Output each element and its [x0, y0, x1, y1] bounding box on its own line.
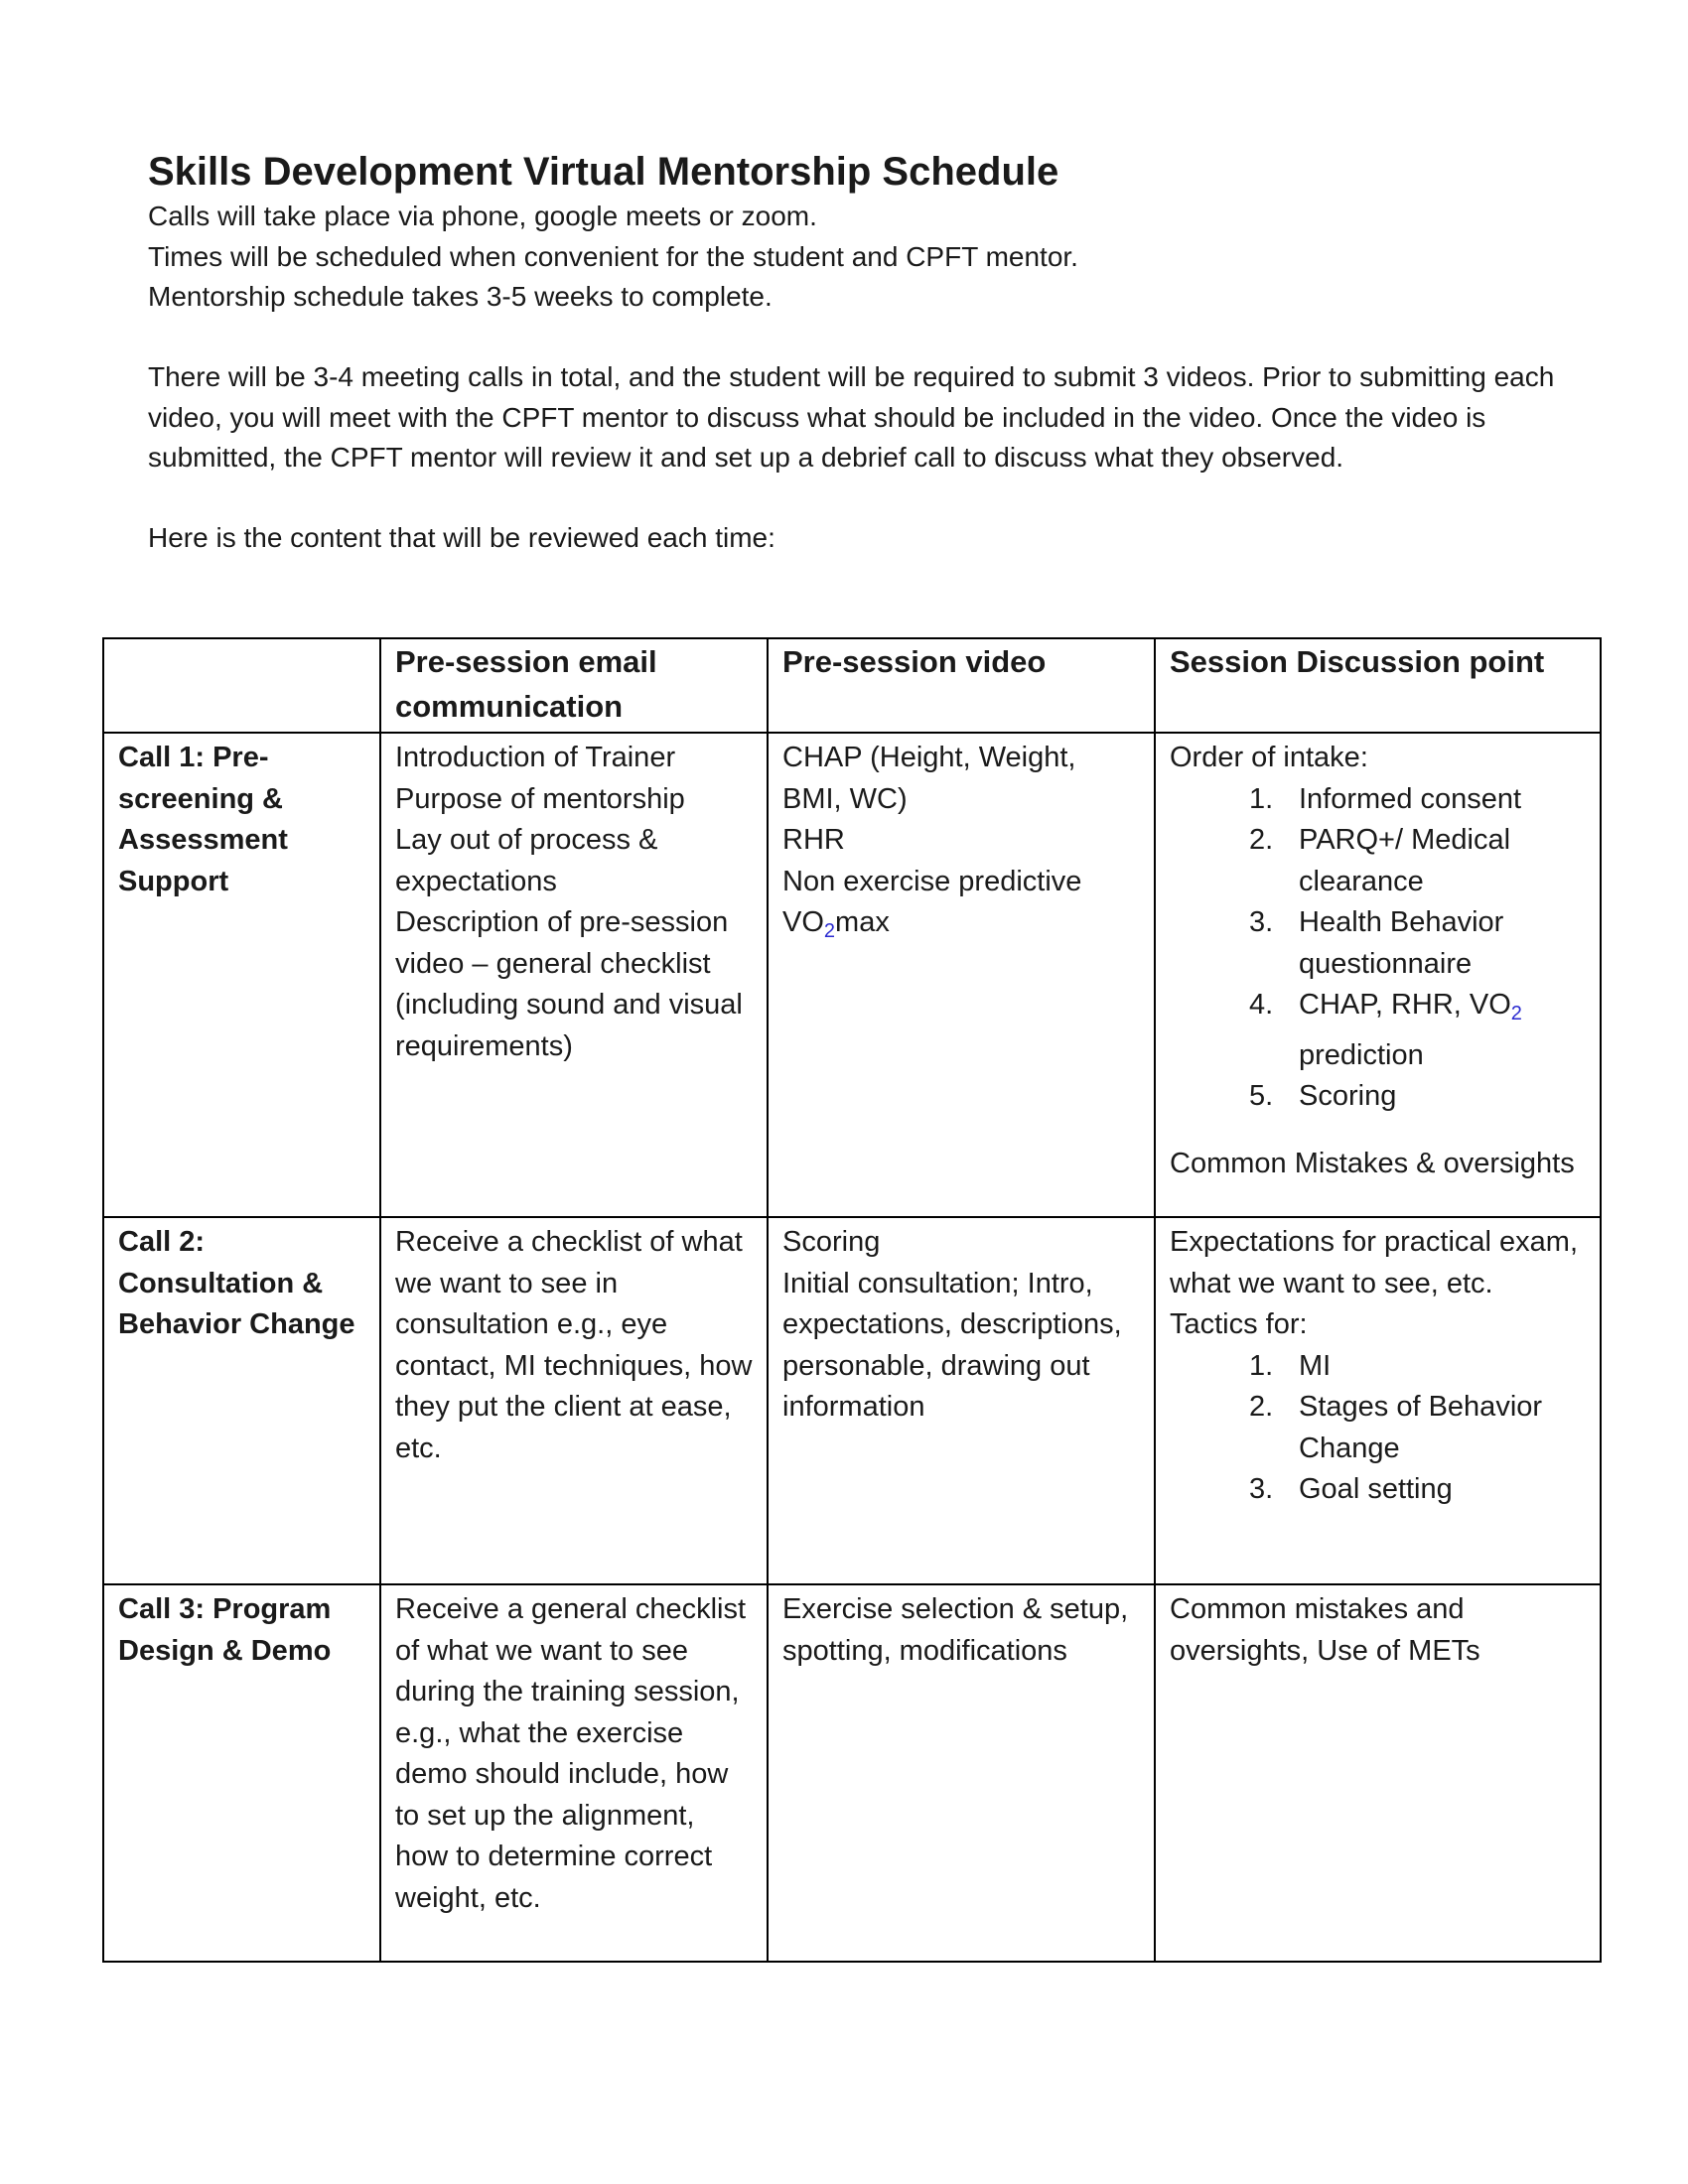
table-row: [103, 1217, 1601, 1584]
list-item-text: MI: [1299, 1349, 1332, 1382]
list-item-text: PARQ+/ Medical clearance: [1299, 824, 1511, 897]
call-1-discussion-intro: Order of intake:: [1170, 742, 1368, 773]
list-item: 3. Health Behavior questionnaire: [1249, 906, 1504, 980]
call-1-email-line: Purpose of mentorship: [395, 782, 685, 815]
call-2-tactics-list: [1170, 1346, 1586, 1511]
call-2-video-line: Scoring: [782, 1226, 881, 1258]
intro-line-duration: Mentorship schedule takes 3-5 weeks to complete.: [148, 281, 773, 312]
call-1-video-line: CHAP (Height, Weight, BMI, WC): [782, 742, 1076, 815]
list-item-text: Goal setting: [1299, 1473, 1453, 1505]
vo2-suffix: max: [835, 906, 890, 938]
call-3-email-cell: Receive a general checklist of what we want to see during the training session, e.g., what the exercise demo should include, how to set up the alignment, how to determine correct weight, etc.: [380, 1584, 768, 1962]
list-item: 2. PARQ+/ Medical clearance: [1249, 824, 1511, 897]
call-1-video-line: Non exercise predictive: [782, 865, 1082, 897]
call-2-discussion-cell: [1155, 1217, 1601, 1584]
call-2-video-line: Initial consultation; Intro, expectations, descriptions, personable, drawing out information: [782, 1267, 1122, 1423]
table-row: [103, 1584, 1601, 1962]
intro-line-scheduling: Times will be scheduled when convenient for the student and CPFT mentor.: [148, 240, 1078, 272]
header-cell-discussion: Session Discussion point: [1155, 638, 1601, 733]
call-3-discussion-cell: Common mistakes and oversights, Use of METs: [1155, 1584, 1601, 1962]
call-3-video-cell: Exercise selection & setup, spotting, modifications: [768, 1584, 1155, 1962]
call-2-video-cell: [768, 1217, 1155, 1584]
call-1-email-line: Introduction of Trainer: [395, 742, 676, 773]
call-1-email-line: Lay out of process & expectations: [395, 824, 658, 897]
call-2-discussion-intro: Expectations for practical exam, what we want to see, etc.: [1170, 1226, 1579, 1299]
vo2-subscript: 2: [1510, 1003, 1522, 1024]
call-1-email-line: Description of pre-session video – general checklist (including sound and visual requirements): [395, 906, 743, 1062]
table-header-row: [103, 638, 1601, 733]
call-1-video-cell: [768, 733, 1155, 1217]
table-row: [103, 733, 1601, 1217]
vo2-subscript: 2: [823, 920, 836, 942]
call-2-tactics-label: Tactics for:: [1170, 1308, 1308, 1340]
row-label-call-1: Call 1: Pre-screening & Assessment Support: [103, 733, 380, 1217]
list-item-text-prefix: CHAP, RHR, VO: [1299, 989, 1511, 1021]
vo2-prefix: VO: [782, 906, 824, 938]
call-1-video-vo2max: [782, 902, 1140, 953]
list-item: 2. Stages of Behavior Change: [1249, 1391, 1543, 1464]
header-cell-empty: [103, 638, 380, 733]
schedule-table: [102, 637, 1602, 1963]
list-item-text: Stages of Behavior Change: [1299, 1391, 1543, 1464]
list-item-text: Informed consent: [1299, 782, 1522, 815]
call-1-discussion-outro: Common Mistakes & oversights: [1170, 1147, 1575, 1179]
call-1-video-line: RHR: [782, 824, 845, 856]
row-label-call-3: Call 3: Program Design & Demo: [103, 1584, 380, 1962]
list-item-text-suffix: prediction: [1299, 1038, 1424, 1071]
intro-section: [148, 147, 1558, 559]
list-item-text: Scoring: [1299, 1080, 1397, 1112]
list-item: 3. Goal setting: [1249, 1473, 1453, 1505]
list-item: 5. Scoring: [1249, 1080, 1397, 1112]
call-1-discussion-cell: [1155, 733, 1601, 1217]
content-intro-line: Here is the content that will be reviewed each time:: [148, 522, 775, 553]
intro-paragraph: There will be 3-4 meeting calls in total, and the student will be required to submit 3 videos. Prior to submitting each video, you will meet with the CPFT mentor to discuss what should be included in the video. Once the video is submitted, the CPFT mentor will review it and set up a debrief call to discuss what they observed.: [148, 361, 1555, 473]
list-item: 1. Informed consent: [1249, 782, 1522, 815]
list-item: 1. MI: [1249, 1349, 1332, 1382]
document-title: Skills Development Virtual Mentorship Schedule: [148, 150, 1059, 194]
call-2-email-cell: Receive a checklist of what we want to see in consultation e.g., eye contact, MI techniques, how they put the client at ease, etc.: [380, 1217, 768, 1584]
list-item-text: Health Behavior questionnaire: [1299, 906, 1504, 980]
call-1-email-cell: [380, 733, 768, 1217]
list-item: 4. CHAP, RHR, $VO_2$ prediction: [1249, 989, 1522, 1071]
intro-line-call-methods: Calls will take place via phone, google meets or zoom.: [148, 201, 817, 231]
header-cell-video: Pre-session video: [768, 638, 1155, 733]
call-1-intake-list: [1170, 779, 1586, 1118]
row-label-call-2: Call 2: Consultation & Behavior Change: [103, 1217, 380, 1584]
header-cell-email: Pre-session email communication: [380, 638, 768, 733]
